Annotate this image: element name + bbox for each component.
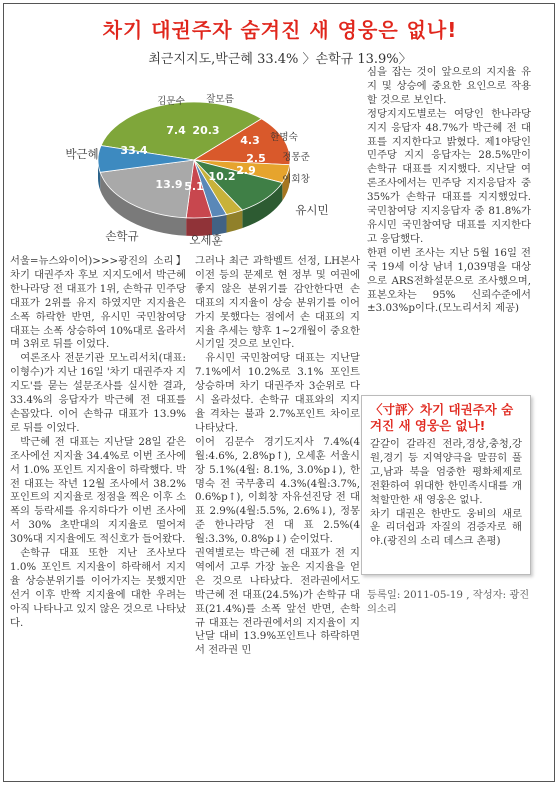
subheadline: 최근지지도,박근혜 33.4% 〉손학규 13.9%〉 (148, 52, 412, 67)
pie-category-label: 김문수 (157, 96, 185, 107)
paragraph: 한편 이번 조사는 지난 5월 16일 전국 19세 이상 남녀 1,039명을 대상으로 ARS전화설문으로 조사했으며, 표본오차는 95% 신뢰수준에서 ±3.03%p이다.(모노리서치 제공) (367, 246, 531, 315)
pie-slice-side (212, 215, 227, 235)
paragraph: 손학규 대표 또한 지난 조사보다 1.0% 포인트 지지율이 하락해서 지지율 상승분위기를 이어가지는 못했지만 선거 이후 반짝 지지율에 대한 우려는 아직 나타나고 있지 않은 것으로 나타났다. (10, 547, 186, 629)
headline: 차기 대권주자 숨겨진 새 영웅은 없나! (102, 18, 458, 42)
pie-chart (44, 82, 334, 252)
paragraph: 이어 김문수 경기도지사 7.4%(4월:4.6%, 2.8%p↑), 오세훈 서울시장 5.1%(4월: 8.1%, 3.0%p↓), 한명숙 전 국무총리 4.3%(4월:3.7%, 0.6%p↑), 이회창 자유선진당 전 대표 2.9%(4월:5.5%, 2.6%↓), 정몽준 한나라당 전 대 표 2.5%(4월:3.3%, 0.8%p↓) 순이었다. (195, 435, 360, 546)
pie-value-label: 33.4 (120, 144, 148, 157)
paragraph: 박근혜 전 대표는 지난달 28일 같은 조사에선 지지율 34.4%로 이번 조사에서 1.0% 포인트 지지율이 하락했다. 박 전 대표는 작년 12월 조사에서 38.2%포인트의 지지율로 정점을 찍은 이후 소폭의 등락세를 유지하다가 이번 조사에서 30% 초반대의 지지율로 떨어져 30%대 지지율에도 적신호가 들어왔다. (10, 435, 186, 546)
article-column-2 (195, 255, 360, 658)
paragraph: 서울=뉴스와이어)>>>광진의 소리】 차기 대권주자 후보 지지도에서 박근혜 한나라당 전 대표가 1위, 손학규 민주당 대표가 2위를 유지 하였지만 지지율은 소폭 하락한 반면, 유시민 국민참여당 대표는 소폭 상승하여 10%대로 올라서며 3위로 뒤를 이었다. (10, 255, 186, 351)
commentary-paragraph: 갈갈이 갈라진 전라,경상,충청,강원,경기 등 지역양극을 말끔히 풀고,남과 북을 엄중한 평화체제로 전환하여 위대한 한민족시대를 개척할만한 새 영웅은 없나. (370, 438, 522, 506)
pie-value-label: 20.3 (192, 124, 220, 137)
pie-value-label: 2.9 (236, 164, 256, 177)
pie-category-label: 유시민 (295, 203, 329, 217)
pie-category-label: 한명숙 (270, 132, 298, 143)
pie-category-label: 정몽준 (282, 152, 310, 163)
article-column-1 (10, 255, 186, 630)
commentary-title: 〈寸評〉차기 대권주자 숨겨진 새 영웅은 없나! (370, 402, 514, 433)
pie-category-label: 오세훈 (189, 233, 223, 247)
pie-value-label: 5.1 (184, 180, 204, 193)
pie-category-label: 손학규 (105, 229, 139, 243)
article-column-3 (367, 66, 531, 316)
paragraph: 여론조사 전문기관 모노리서치(대표: 이형수)가 지난 16일 '차기 대권주자 지지도'를 묻는 설문조사를 실시한 결과, 33.4%의 응답자가 박근혜 전 대표를 손꼽았다. 이어 손학규 대표가 13.9%로 뒤를 이었다. (10, 352, 186, 434)
paragraph: 권역별로는 박근혜 전 대표가 전 지역에서 고루 가장 높은 지지율을 얻은 것으로 나타났다. 전라권에서도 박근혜 전 대표(24.5%)가 손학규 대 표(21.4%)를 소폭 앞선 반면, 손학규 대표는 전라권에서의 지지율이 지난달 대비 13.9%포인트나 하락하면서 전라권 민 (195, 547, 360, 657)
paragraph: 심을 잡는 것이 앞으로의 지지율 유지 및 상승에 중요한 요인으로 작용할 것으로 보인다. (367, 66, 531, 106)
paragraph: 그러나 최근 과학벨트 선정, LH본사이전 등의 문제로 현 정부 및 여권에 좋지 않은 분위기를 감안한다면 손 대표의 지지율이 상승 분위기를 이어가지 못했다는 점에서 손 대표의 지지율 추세는 향후 1~2개월이 중요한 시기일 것으로 보인다. (195, 255, 360, 351)
pie-value-label: 10.2 (208, 170, 236, 183)
paragraph: 정당지지도별로는 여당인 한나라당 지지 응답자 48.7%가 박근혜 전 대표를 지지한다고 밝혔다. 제1야당인 민주당 지지 응답자는 28.5%만이 손학규 대표를 지지했다. 지난달 여론조사에서는 민주당 지지응답자 중 35%가 손학규 대표를 지지했었다. 국민참여당 지지응답자 중 81.8%가 유시민 국민참여당 대표를 지지한다고 응답했다. (367, 107, 531, 245)
pie-value-label: 4.3 (240, 134, 260, 147)
pie-value-label: 7.4 (166, 124, 186, 137)
pie-value-label: 13.9 (155, 178, 183, 191)
pie-category-label: 이회창 (282, 174, 310, 185)
pie-value-label: 2.5 (246, 152, 266, 165)
pie-category-label: 박근혜 (65, 147, 99, 161)
pie-category-label: 잘모름 (206, 94, 234, 105)
commentary-paragraph: 차기 대권은 한반도 웅비의 새로운 리더쉽과 자질의 검증자로 해야.(광진의 소리 데스크 촌평) (370, 507, 522, 548)
paragraph: 유시민 국민참여당 대표는 지난달 7.1%에서 10.2%로 3.1% 포인트 상승하며 차기 대권주자 3순위로 다시 올라섰다. 손학규 대표와의 지지율 격차는 불과 2.7%포인트 차이로 나타났다. (195, 352, 360, 434)
article-meta: 등록일: 2011-05-19 , 작성자: 광진의소리 (367, 589, 530, 615)
commentary-box (361, 395, 531, 575)
